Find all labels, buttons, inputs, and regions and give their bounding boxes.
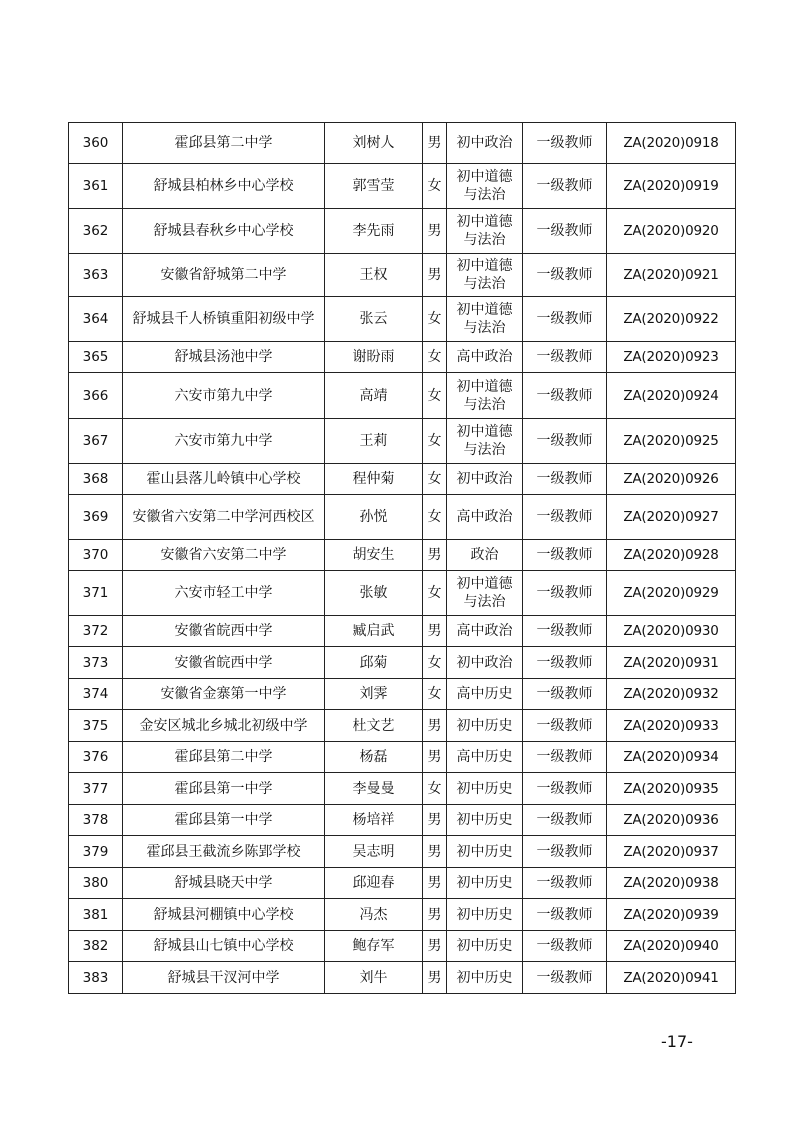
- gender-cell: 女: [423, 297, 447, 342]
- teacher-rank-cell: 一级教师: [523, 254, 607, 297]
- gender-cell: 男: [423, 123, 447, 164]
- teacher-name-cell: 刘树人: [325, 123, 423, 164]
- school-name-cell: 安徽省金寨第一中学: [123, 679, 325, 710]
- teacher-rank-cell: 一级教师: [523, 742, 607, 773]
- certificate-code-cell: ZA(2020)0937: [607, 836, 736, 868]
- row-number-cell: 382: [69, 931, 123, 962]
- gender-cell: 男: [423, 899, 447, 931]
- row-number-cell: 368: [69, 464, 123, 495]
- school-name-cell: 舒城县山七镇中心学校: [123, 931, 325, 962]
- gender-cell: 男: [423, 254, 447, 297]
- teacher-rank-cell: 一级教师: [523, 342, 607, 373]
- subject-cell: 初中道德与法治: [447, 571, 523, 616]
- school-name-cell: 霍邱县王截流乡陈郢学校: [123, 836, 325, 868]
- gender-cell: 男: [423, 868, 447, 899]
- school-name-cell: 安徽省皖西中学: [123, 616, 325, 647]
- subject-cell: 高中政治: [447, 616, 523, 647]
- row-number-cell: 362: [69, 209, 123, 254]
- teacher-rank-cell: 一级教师: [523, 805, 607, 836]
- row-number-cell: 363: [69, 254, 123, 297]
- row-number-cell: 378: [69, 805, 123, 836]
- subject-cell: 初中道德与法治: [447, 164, 523, 209]
- teacher-name-cell: 吴志明: [325, 836, 423, 868]
- teacher-rank-cell: 一级教师: [523, 540, 607, 571]
- certificate-code-cell: ZA(2020)0929: [607, 571, 736, 616]
- row-number-cell: 381: [69, 899, 123, 931]
- certificate-code-cell: ZA(2020)0927: [607, 495, 736, 540]
- certificate-code-cell: ZA(2020)0924: [607, 373, 736, 419]
- teacher-name-cell: 杨磊: [325, 742, 423, 773]
- teacher-rank-cell: 一级教师: [523, 297, 607, 342]
- table-row: [69, 679, 736, 710]
- certificate-code-cell: ZA(2020)0928: [607, 540, 736, 571]
- subject-cell: 高中历史: [447, 679, 523, 710]
- table-row: [69, 209, 736, 254]
- school-name-cell: 舒城县春秋乡中心学校: [123, 209, 325, 254]
- table-row: [69, 464, 736, 495]
- teacher-name-cell: 高靖: [325, 373, 423, 419]
- teacher-rank-cell: 一级教师: [523, 464, 607, 495]
- gender-cell: 女: [423, 373, 447, 419]
- gender-cell: 女: [423, 773, 447, 805]
- teacher-rank-cell: 一级教师: [523, 931, 607, 962]
- row-number-cell: 372: [69, 616, 123, 647]
- table-row: [69, 495, 736, 540]
- school-name-cell: 舒城县干汊河中学: [123, 962, 325, 994]
- school-name-cell: 霍邱县第一中学: [123, 805, 325, 836]
- certificate-code-cell: ZA(2020)0921: [607, 254, 736, 297]
- gender-cell: 女: [423, 164, 447, 209]
- row-number-cell: 369: [69, 495, 123, 540]
- certificate-code-cell: ZA(2020)0926: [607, 464, 736, 495]
- teacher-name-cell: 刘霁: [325, 679, 423, 710]
- teacher-name-cell: 臧启武: [325, 616, 423, 647]
- certificate-code-cell: ZA(2020)0919: [607, 164, 736, 209]
- row-number-cell: 379: [69, 836, 123, 868]
- gender-cell: 女: [423, 495, 447, 540]
- row-number-cell: 371: [69, 571, 123, 616]
- subject-cell: 初中政治: [447, 647, 523, 679]
- table-row: [69, 297, 736, 342]
- certificate-code-cell: ZA(2020)0925: [607, 419, 736, 464]
- table-row: [69, 805, 736, 836]
- school-name-cell: 金安区城北乡城北初级中学: [123, 710, 325, 742]
- subject-cell: 初中历史: [447, 899, 523, 931]
- teacher-name-cell: 李曼曼: [325, 773, 423, 805]
- teacher-name-cell: 鲍存军: [325, 931, 423, 962]
- school-name-cell: 舒城县柏林乡中心学校: [123, 164, 325, 209]
- teacher-name-cell: 胡安生: [325, 540, 423, 571]
- subject-cell: 初中历史: [447, 805, 523, 836]
- subject-cell: 初中历史: [447, 962, 523, 994]
- teacher-rank-cell: 一级教师: [523, 710, 607, 742]
- certificate-code-cell: ZA(2020)0935: [607, 773, 736, 805]
- gender-cell: 男: [423, 805, 447, 836]
- school-name-cell: 舒城县汤池中学: [123, 342, 325, 373]
- table-row: [69, 962, 736, 994]
- gender-cell: 男: [423, 616, 447, 647]
- row-number-cell: 380: [69, 868, 123, 899]
- gender-cell: 女: [423, 647, 447, 679]
- table-row: [69, 164, 736, 209]
- teacher-roster-table: [68, 122, 736, 994]
- subject-cell: 初中道德与法治: [447, 254, 523, 297]
- teacher-name-cell: 邱迎春: [325, 868, 423, 899]
- teacher-name-cell: 张敏: [325, 571, 423, 616]
- gender-cell: 女: [423, 342, 447, 373]
- certificate-code-cell: ZA(2020)0936: [607, 805, 736, 836]
- teacher-rank-cell: 一级教师: [523, 495, 607, 540]
- gender-cell: 女: [423, 679, 447, 710]
- certificate-code-cell: ZA(2020)0922: [607, 297, 736, 342]
- gender-cell: 女: [423, 464, 447, 495]
- table-row: [69, 254, 736, 297]
- school-name-cell: 六安市第九中学: [123, 419, 325, 464]
- subject-cell: 高中政治: [447, 342, 523, 373]
- school-name-cell: 六安市第九中学: [123, 373, 325, 419]
- table-row: [69, 899, 736, 931]
- school-name-cell: 舒城县千人桥镇重阳初级中学: [123, 297, 325, 342]
- row-number-cell: 376: [69, 742, 123, 773]
- teacher-rank-cell: 一级教师: [523, 164, 607, 209]
- school-name-cell: 霍邱县第一中学: [123, 773, 325, 805]
- certificate-code-cell: ZA(2020)0923: [607, 342, 736, 373]
- table-row: [69, 540, 736, 571]
- gender-cell: 男: [423, 962, 447, 994]
- row-number-cell: 370: [69, 540, 123, 571]
- certificate-code-cell: ZA(2020)0940: [607, 931, 736, 962]
- row-number-cell: 364: [69, 297, 123, 342]
- teacher-rank-cell: 一级教师: [523, 836, 607, 868]
- subject-cell: 初中道德与法治: [447, 373, 523, 419]
- teacher-rank-cell: 一级教师: [523, 962, 607, 994]
- certificate-code-cell: ZA(2020)0933: [607, 710, 736, 742]
- gender-cell: 男: [423, 540, 447, 571]
- teacher-name-cell: 冯杰: [325, 899, 423, 931]
- row-number-cell: 366: [69, 373, 123, 419]
- row-number-cell: 375: [69, 710, 123, 742]
- certificate-code-cell: ZA(2020)0920: [607, 209, 736, 254]
- teacher-name-cell: 刘牛: [325, 962, 423, 994]
- subject-cell: 初中道德与法治: [447, 419, 523, 464]
- certificate-code-cell: ZA(2020)0932: [607, 679, 736, 710]
- gender-cell: 男: [423, 931, 447, 962]
- row-number-cell: 383: [69, 962, 123, 994]
- certificate-code-cell: ZA(2020)0939: [607, 899, 736, 931]
- teacher-name-cell: 杜文艺: [325, 710, 423, 742]
- certificate-code-cell: ZA(2020)0938: [607, 868, 736, 899]
- subject-cell: 初中政治: [447, 123, 523, 164]
- subject-cell: 初中道德与法治: [447, 297, 523, 342]
- teacher-rank-cell: 一级教师: [523, 209, 607, 254]
- table-row: [69, 373, 736, 419]
- table-row: [69, 868, 736, 899]
- subject-cell: 初中道德与法治: [447, 209, 523, 254]
- row-number-cell: 360: [69, 123, 123, 164]
- teacher-rank-cell: 一级教师: [523, 868, 607, 899]
- teacher-name-cell: 郭雪莹: [325, 164, 423, 209]
- school-name-cell: 霍邱县第二中学: [123, 742, 325, 773]
- table-row: [69, 773, 736, 805]
- table-row: [69, 419, 736, 464]
- school-name-cell: 安徽省皖西中学: [123, 647, 325, 679]
- teacher-name-cell: 王权: [325, 254, 423, 297]
- row-number-cell: 373: [69, 647, 123, 679]
- table-row: [69, 123, 736, 164]
- school-name-cell: 安徽省六安第二中学: [123, 540, 325, 571]
- certificate-code-cell: ZA(2020)0930: [607, 616, 736, 647]
- subject-cell: 初中历史: [447, 931, 523, 962]
- teacher-name-cell: 谢盼雨: [325, 342, 423, 373]
- row-number-cell: 377: [69, 773, 123, 805]
- school-name-cell: 安徽省六安第二中学河西校区: [123, 495, 325, 540]
- table-row: [69, 710, 736, 742]
- subject-cell: 初中政治: [447, 464, 523, 495]
- table-row: [69, 647, 736, 679]
- table-row: [69, 931, 736, 962]
- teacher-rank-cell: 一级教师: [523, 123, 607, 164]
- row-number-cell: 374: [69, 679, 123, 710]
- teacher-rank-cell: 一级教师: [523, 571, 607, 616]
- table-row: [69, 616, 736, 647]
- gender-cell: 男: [423, 836, 447, 868]
- gender-cell: 女: [423, 571, 447, 616]
- school-name-cell: 霍山县落儿岭镇中心学校: [123, 464, 325, 495]
- gender-cell: 男: [423, 209, 447, 254]
- teacher-rank-cell: 一级教师: [523, 679, 607, 710]
- teacher-rank-cell: 一级教师: [523, 419, 607, 464]
- teacher-name-cell: 程仲菊: [325, 464, 423, 495]
- teacher-name-cell: 张云: [325, 297, 423, 342]
- teacher-name-cell: 孙悦: [325, 495, 423, 540]
- subject-cell: 初中历史: [447, 868, 523, 899]
- gender-cell: 女: [423, 419, 447, 464]
- row-number-cell: 367: [69, 419, 123, 464]
- teacher-name-cell: 杨培祥: [325, 805, 423, 836]
- gender-cell: 男: [423, 742, 447, 773]
- row-number-cell: 365: [69, 342, 123, 373]
- school-name-cell: 安徽省舒城第二中学: [123, 254, 325, 297]
- school-name-cell: 舒城县河棚镇中心学校: [123, 899, 325, 931]
- subject-cell: 初中历史: [447, 836, 523, 868]
- certificate-code-cell: ZA(2020)0918: [607, 123, 736, 164]
- table-row: [69, 742, 736, 773]
- table-row: [69, 836, 736, 868]
- roster-body: [69, 123, 736, 994]
- teacher-rank-cell: 一级教师: [523, 647, 607, 679]
- page-number: -17-: [661, 1032, 693, 1051]
- subject-cell: 政治: [447, 540, 523, 571]
- school-name-cell: 六安市轻工中学: [123, 571, 325, 616]
- subject-cell: 初中历史: [447, 773, 523, 805]
- certificate-code-cell: ZA(2020)0941: [607, 962, 736, 994]
- teacher-rank-cell: 一级教师: [523, 899, 607, 931]
- teacher-name-cell: 邱菊: [325, 647, 423, 679]
- certificate-code-cell: ZA(2020)0931: [607, 647, 736, 679]
- subject-cell: 高中历史: [447, 742, 523, 773]
- teacher-rank-cell: 一级教师: [523, 773, 607, 805]
- school-name-cell: 舒城县晓天中学: [123, 868, 325, 899]
- subject-cell: 高中政治: [447, 495, 523, 540]
- table-row: [69, 571, 736, 616]
- certificate-code-cell: ZA(2020)0934: [607, 742, 736, 773]
- subject-cell: 初中历史: [447, 710, 523, 742]
- gender-cell: 男: [423, 710, 447, 742]
- school-name-cell: 霍邱县第二中学: [123, 123, 325, 164]
- teacher-rank-cell: 一级教师: [523, 373, 607, 419]
- teacher-rank-cell: 一级教师: [523, 616, 607, 647]
- teacher-name-cell: 李先雨: [325, 209, 423, 254]
- table-row: [69, 342, 736, 373]
- teacher-name-cell: 王莉: [325, 419, 423, 464]
- row-number-cell: 361: [69, 164, 123, 209]
